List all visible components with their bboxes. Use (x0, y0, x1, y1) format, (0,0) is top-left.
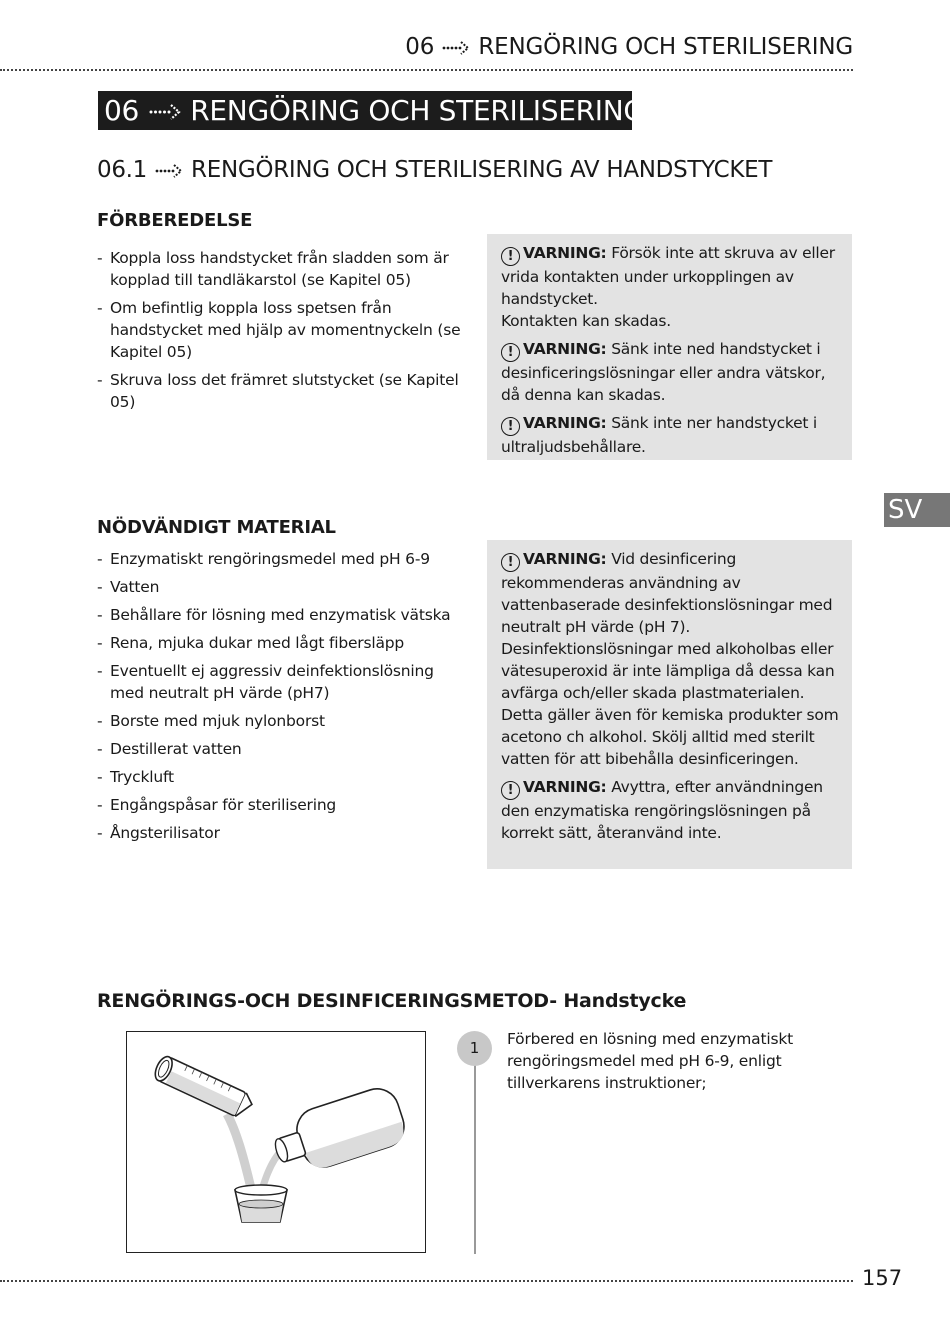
materials-warning-box (487, 540, 852, 869)
warning-item: ! VARNING: Sänk inte ned handstycket i desinficeringslösningar eller andra vätskor, då denna kan skadas. (501, 340, 826, 404)
section-number: 06.1 (97, 157, 148, 183)
list-item: - Skruva loss det främret slutstycket (se Kapitel 05) (97, 371, 459, 411)
warning-item: ! VARNING: Försök inte att skruva av eller vrida kontakten under urkopplingen av handstycket. Kontakten kan skadas. (501, 244, 835, 330)
running-header-number: 06 (405, 34, 435, 60)
chapter-title (98, 91, 645, 130)
materials-heading: NÖDVÄNDIGT MATERIAL (97, 517, 336, 538)
list-item: - Vatten (97, 578, 160, 596)
step-connector (474, 1047, 476, 1254)
list-item: - Enzymatiskt rengöringsmedel med pH 6-9 (97, 550, 430, 568)
preparation-heading: FÖRBEREDELSE (97, 210, 253, 231)
list-item: - Eventuellt ej aggressiv deinfektionslösning med neutralt pH värde (pH7) (97, 662, 434, 702)
step-text: Förbered en lösning med enzymatiskt rengöringsmedel med pH 6-9, enligt tillverkarens instruktioner; (507, 1030, 793, 1092)
preparation-warning-box (487, 234, 852, 460)
preparation-list (97, 247, 467, 413)
language-tab: SV (884, 493, 950, 527)
list-item: - Destillerat vatten (97, 740, 242, 758)
materials-list-container (97, 548, 467, 850)
list-item: - Behållare för lösning med enzymatisk vätska (97, 606, 451, 624)
list-item: - Rena, mjuka dukar med lågt fibersläpp (97, 634, 405, 652)
section-title (97, 157, 772, 183)
exclamation-circle-icon: ! (501, 343, 520, 362)
list-item: - Om befintlig koppla loss spetsen från handstycket med hjälp av momentnyckeln (se Kapitel 05) (97, 299, 461, 361)
running-header (0, 34, 853, 60)
materials-list (97, 548, 467, 844)
exclamation-circle-icon: ! (501, 417, 520, 436)
step-number-badge: 1 (457, 1031, 492, 1066)
chapter-title-text: RENGÖRING OCH STERILISERING (190, 94, 645, 127)
pouring-solution-illustration (127, 1032, 424, 1251)
list-item: - Borste med mjuk nylonborst (97, 712, 325, 730)
dotted-arrow-icon (154, 163, 184, 179)
exclamation-circle-icon: ! (501, 247, 520, 266)
chapter-number: 06 (104, 94, 140, 127)
page-number: 157 (862, 1266, 903, 1290)
list-item: - Koppla loss handstycket från sladden som är kopplad till tandläkarstol (se Kapitel 05) (97, 249, 449, 289)
warning-item: ! VARNING: Sänk inte ner handstycket i ultraljudsbehållare. (501, 414, 817, 456)
exclamation-circle-icon: ! (501, 781, 520, 800)
list-item: - Ångsterilisator (97, 824, 220, 842)
section-title-text: RENGÖRING OCH STERILISERING AV HANDSTYCKET (191, 157, 773, 183)
warning-item: ! VARNING: Vid desinficering rekommenderas användning av vattenbaserade desinfektionslösningar med neutralt pH värde (pH 7). Desinfektionslösningar med alkoholbas eller vätesuperoxid är inte lämpliga då dessa kan avfärga och/eller skada plastmaterialen. Detta gäller även för kemiska produkter som acetono ch alkohol. Skölj alltid med sterilt vatten för att bibehålla desinficeringen. (501, 550, 839, 768)
exclamation-circle-icon: ! (501, 553, 520, 572)
running-header-title: RENGÖRING OCH STERILISERING (478, 34, 853, 60)
list-item: - Tryckluft (97, 768, 174, 786)
list-item: - Engångspåsar för sterilisering (97, 796, 337, 814)
preparation-list-container (97, 247, 467, 419)
dotted-arrow-icon (441, 40, 471, 56)
pouring-illustration (126, 1031, 426, 1253)
method-heading: RENGÖRINGS-OCH DESINFICERINGSMETOD- Handstycke (97, 990, 687, 1012)
dotted-arrow-icon (148, 103, 182, 121)
warning-item: ! VARNING: Avyttra, efter användningen den enzymatiska rengöringslösningen på korrekt sätt, återanvänd inte. (501, 778, 823, 842)
header-divider (0, 69, 853, 71)
footer-divider (0, 1280, 853, 1282)
